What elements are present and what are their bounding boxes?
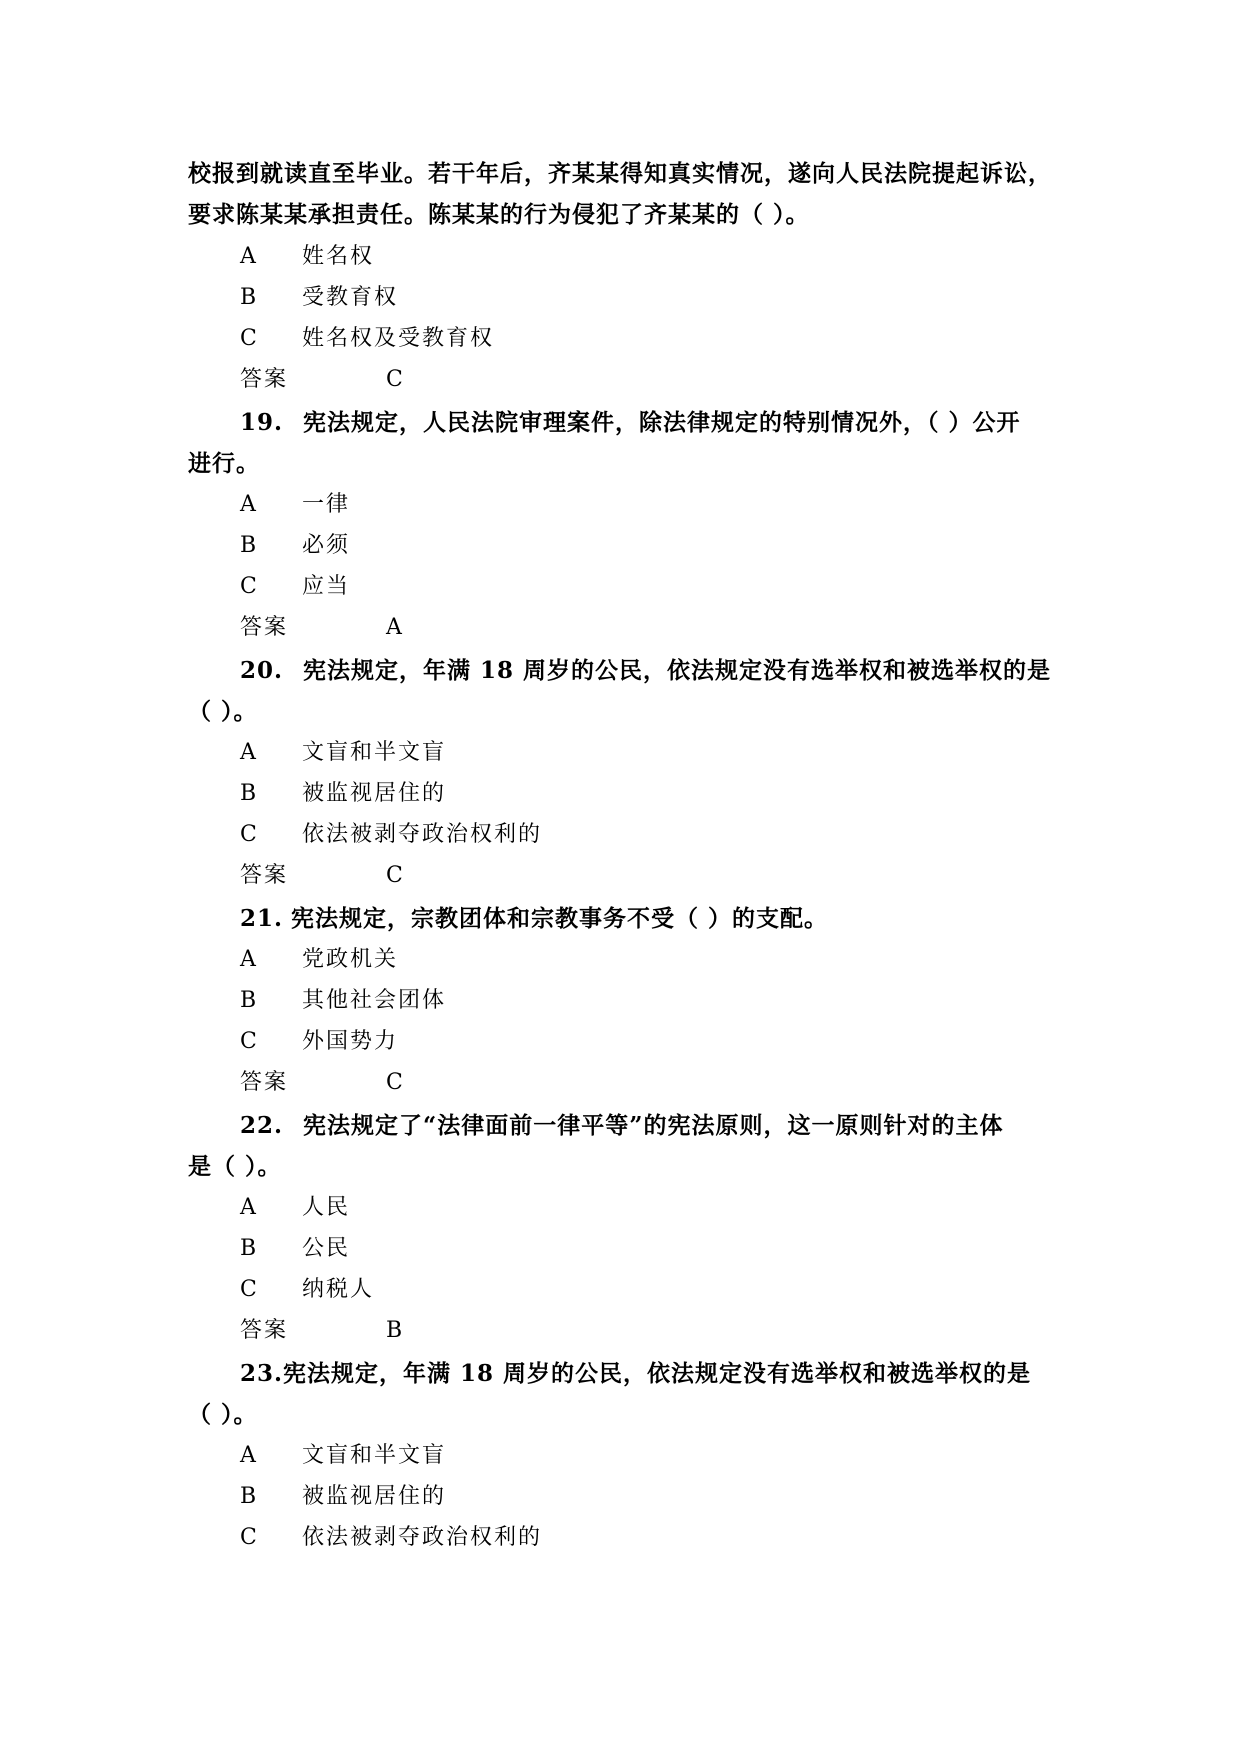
question-21-option-a bbox=[240, 939, 398, 980]
question-20-option-c bbox=[240, 814, 542, 855]
option-letter: C bbox=[240, 822, 259, 847]
option-letter: B bbox=[240, 988, 259, 1013]
question-19-text-line-2: 进行。 bbox=[188, 450, 260, 477]
answer-value: C bbox=[386, 367, 405, 392]
option-letter: A bbox=[240, 1443, 258, 1468]
question-22-text-line-1 bbox=[240, 1105, 1003, 1146]
question-20-answer bbox=[240, 855, 405, 896]
question-20-option-a bbox=[240, 732, 446, 773]
question-18-text-line-2: 要求陈某某承担责任。陈某某的行为侵犯了齐某某的（ ）。 bbox=[188, 201, 810, 228]
option-letter: A bbox=[240, 492, 258, 517]
question-22-option-a bbox=[240, 1187, 350, 1228]
question-18-option-c bbox=[240, 318, 494, 359]
option-text: 受教育权 bbox=[302, 285, 399, 310]
option-letter: C bbox=[240, 1277, 259, 1302]
option-text: 公民 bbox=[302, 1236, 351, 1261]
option-letter: B bbox=[240, 1236, 259, 1261]
question-19-option-c bbox=[240, 566, 350, 607]
question-number: 21. bbox=[240, 905, 284, 932]
question-23-option-b bbox=[240, 1476, 446, 1517]
option-letter: C bbox=[240, 1525, 259, 1550]
question-22-answer bbox=[240, 1310, 404, 1351]
answer-label: 答案 bbox=[240, 1318, 289, 1343]
question-20-text-line-2: （ ）。 bbox=[188, 698, 258, 725]
option-text: 纳税人 bbox=[302, 1277, 375, 1302]
question-number: 19. bbox=[240, 409, 284, 436]
option-text: 外国势力 bbox=[302, 1029, 399, 1054]
question-19-option-a bbox=[240, 484, 350, 525]
option-text: 姓名权及受教育权 bbox=[302, 326, 495, 351]
answer-value: C bbox=[386, 863, 405, 888]
question-21-option-b bbox=[240, 980, 446, 1021]
option-text: 必须 bbox=[302, 533, 351, 558]
option-text: 依法被剥夺政治权利的 bbox=[302, 1525, 543, 1550]
option-text: 被监视居住的 bbox=[302, 781, 447, 806]
answer-label: 答案 bbox=[240, 615, 289, 640]
option-text: 党政机关 bbox=[302, 947, 399, 972]
option-letter: B bbox=[240, 781, 259, 806]
option-text: 人民 bbox=[302, 1195, 351, 1220]
question-18-option-b bbox=[240, 277, 398, 318]
option-text: 被监视居住的 bbox=[302, 1484, 447, 1509]
option-text: 依法被剥夺政治权利的 bbox=[302, 822, 543, 847]
question-20-text-line-1 bbox=[240, 650, 1051, 691]
question-19-text-line-1 bbox=[240, 402, 1021, 443]
option-text: 一律 bbox=[302, 492, 351, 517]
question-number: 20. bbox=[240, 657, 284, 684]
question-22-option-c bbox=[240, 1269, 374, 1310]
question-19-option-b bbox=[240, 525, 350, 566]
question-22-option-b bbox=[240, 1228, 350, 1269]
question-text: 宪法规定了“法律面前一律平等”的宪法原则，这一原则针对的主体 bbox=[303, 1112, 1004, 1139]
option-text: 其他社会团体 bbox=[302, 988, 447, 1013]
option-letter: C bbox=[240, 326, 259, 351]
option-letter: C bbox=[240, 1029, 259, 1054]
answer-label: 答案 bbox=[240, 863, 289, 888]
option-letter: B bbox=[240, 533, 259, 558]
option-text: 姓名权 bbox=[302, 244, 375, 269]
question-text: 宪法规定，人民法院审理案件，除法律规定的特别情况外，（ ）公开 bbox=[303, 409, 1021, 436]
question-18-text-line-1: 校报到就读直至毕业。若干年后，齐某某得知真实情况，遂向人民法院提起诉讼， bbox=[188, 160, 1052, 187]
option-letter: A bbox=[240, 1195, 258, 1220]
option-text: 文盲和半文盲 bbox=[302, 740, 447, 765]
question-23-text-line-1: 23.宪法规定，年满 18 周岁的公民，依法规定没有选举权和被选举权的是 bbox=[240, 1360, 1032, 1387]
question-20-option-b bbox=[240, 773, 446, 814]
question-number: 22. bbox=[240, 1112, 284, 1139]
answer-value: C bbox=[386, 1070, 405, 1095]
option-letter: B bbox=[240, 1484, 259, 1509]
question-19-answer bbox=[240, 607, 404, 648]
answer-value: B bbox=[386, 1318, 405, 1343]
question-21-answer bbox=[240, 1062, 405, 1103]
option-text: 应当 bbox=[302, 574, 351, 599]
question-23-text-line-2: （ ）。 bbox=[188, 1401, 258, 1428]
answer-label: 答案 bbox=[240, 367, 289, 392]
question-22-text-line-2: 是（ ）。 bbox=[188, 1153, 282, 1180]
option-letter: A bbox=[240, 947, 258, 972]
answer-label: 答案 bbox=[240, 1070, 289, 1095]
question-18-answer bbox=[240, 359, 405, 400]
question-21-option-c bbox=[240, 1021, 398, 1062]
option-letter: A bbox=[240, 244, 258, 269]
question-18-option-a bbox=[240, 236, 374, 277]
option-letter: C bbox=[240, 574, 259, 599]
question-21-text-line-1 bbox=[240, 898, 828, 939]
question-text: 宪法规定，年满 18 周岁的公民，依法规定没有选举权和被选举权的是 bbox=[303, 657, 1052, 684]
option-letter: B bbox=[240, 285, 259, 310]
option-letter: A bbox=[240, 740, 258, 765]
question-text: 宪法规定，宗教团体和宗教事务不受（ ）的支配。 bbox=[291, 905, 829, 932]
option-text: 文盲和半文盲 bbox=[302, 1443, 447, 1468]
question-23-option-a bbox=[240, 1435, 446, 1476]
question-23-option-c bbox=[240, 1517, 542, 1558]
answer-value: A bbox=[386, 615, 404, 640]
